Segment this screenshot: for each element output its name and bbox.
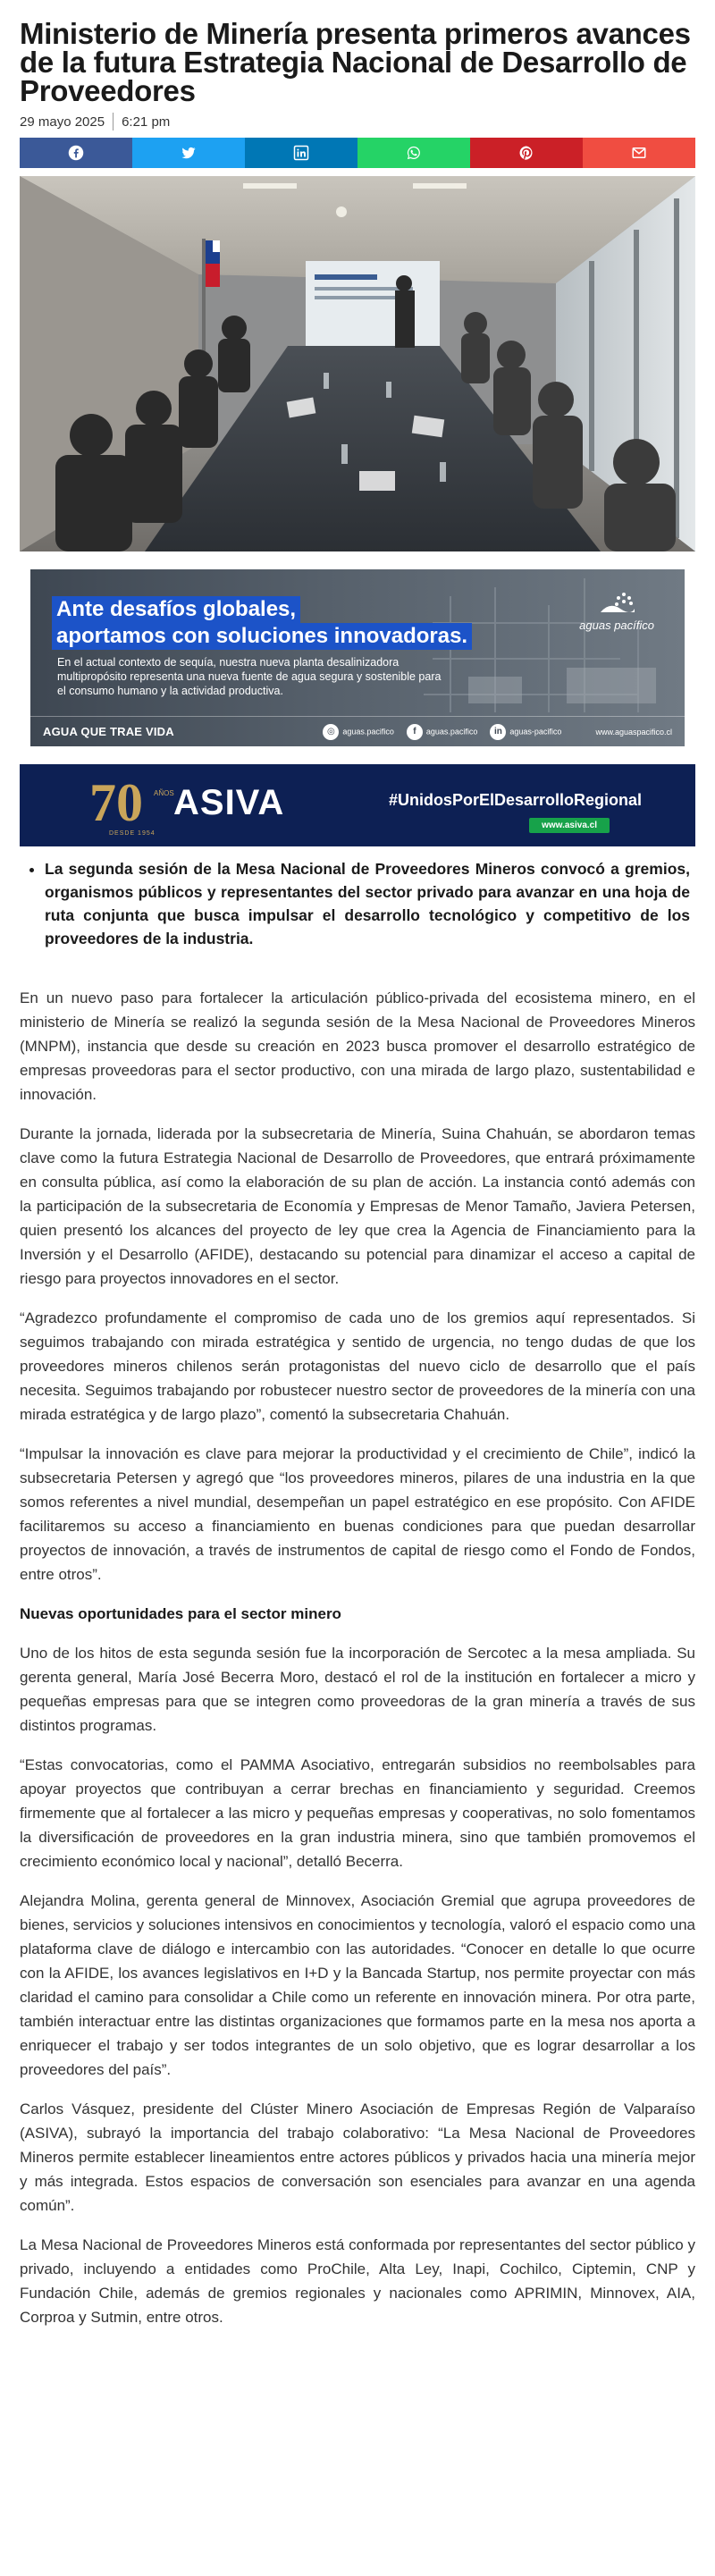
ad-facebook-handle: aguas.pacifico [425,727,478,736]
article-body [20,986,695,2329]
ad-headline-line-1: Ante desafíos globales, [52,596,300,623]
article-title: Ministerio de Minería presenta primeros avances de la futura Estrategia Nacional de Desarrollo de Proveedores [20,17,691,107]
linkedin-icon [293,145,309,161]
share-twitter-button[interactable] [132,138,245,168]
share-pinterest-button[interactable] [470,138,583,168]
ad-social-links [323,724,672,740]
article-meta [20,113,695,130]
asiva-ad-banner[interactable] [20,764,695,846]
ad-linkedin-handle: aguas-pacifico [509,727,562,736]
ad-body-text: En el actual contexto de sequía, nuestra nueva planta desalinizadora multipropósito representa una nueva fuente de agua segura y sostenible para el consumo humano y la actividad productiva. [57,656,442,697]
ad-instagram [323,724,394,740]
pinterest-icon [518,145,534,161]
asiva-since-label: DESDE 1954 [109,830,156,837]
facebook-icon: f [407,724,423,740]
article-time: 6:21 pm [122,114,171,130]
ad-website: www.aguaspacifico.cl [595,727,672,737]
ad-tagline: AGUA QUE TRAE VIDA [43,725,174,738]
body-subheading: Nuevas oportunidades para el sector minero [20,1605,341,1622]
article-hero-image [20,176,695,551]
asiva-hashtag: #UnidosPorElDesarrolloRegional [388,791,642,809]
wave-icon [597,589,636,616]
asiva-website: www.asiva.cl [529,818,610,833]
body-paragraph: “Impulsar la innovación es clave para mejorar la productividad y el crecimiento de Chile”, indicó la subsecretaria Petersen y agregó que “los proveedores mineros, pilares de una industria en la que somos referentes a nivel mundial, desempeñan un papel estratégico en ese propósito. Con AFIDE facilitaremos su acceso a financiamiento en buenas condiciones para que puedan desarrollar proyectos de innovación, a través de instrumentos de capital de riesgo como el Fondo de Fondos, entre otros”. [20,1445,695,1583]
aguas-pacifico-ad-banner[interactable] [30,569,685,746]
ad-headline-line-2: aportamos con soluciones innovadoras. [52,623,472,650]
asiva-brand: ASIVA [173,783,285,822]
body-paragraph: Durante la jornada, liderada por la subsecretaria de Minería, Suina Chahuán, se abordaron temas clave como la futura Estrategia Nacional de Desarrollo de Proveedores, que entrará próximamente en consulta pública, así como la elaboración de su plan de acción. La instancia contó además con la participación de la subsecretaria de Economía y Empresas de Menor Tamaño, Javiera Petersen, quien presentó los alcances del proyecto de ley que crea la Agencia de Financiamiento para la Inversión y el Desarrollo (AFIDE), destacando su potencial para dinamizar el acceso a capital de riesgo para proyectos innovadores en el sector. [20,1125,695,1287]
instagram-icon: ◎ [323,724,339,740]
asiva-70-logo: 70 [89,773,143,832]
article-date: 29 mayo 2025 [20,114,105,130]
ad-headline [52,596,472,650]
body-paragraph: Alejandra Molina, gerenta general de Minnovex, Asociación Gremial que agrupa proveedores de bienes, servicios y soluciones intensivos en conocimientos y tecnología, valoró el espacio como una plataforma clave de diálogo e intercambio con las autoridades. “Conocer en detalle lo que ocurre con la AFIDE, los avances legislativos en I+D y la Bancada Startup, nos permite proyectar con más claridad el camino para consolidar a Chile como un referente en innovación minera. Por otra parte, también interactuar entre las distintas organizaciones que formamos parte en la mesa nos aporta a enriquecer el trabajo y ser todos integrantes de un solo objetivo, que es lograr desarrollar a los proveedores del país”. [20,1892,695,2078]
body-paragraph: “Agradezco profundamente el compromiso de cada uno de los gremios aquí representados. Si seguimos trabajando con mirada estratégica y sentido de urgencia, no tengo dudas de que los proveedores mineros chilenos serán protagonistas del nuevo ciclo de desarrollo que el país necesita. Seguimos trabajando por robustecer nuestro sector de proveedores de la minería con una mirada estratégica y de largo plazo”, comentó la subsecretaria Chahuán. [20,1309,695,1423]
share-linkedin-button[interactable] [245,138,358,168]
twitter-icon [181,145,197,161]
ad-instagram-handle: aguas.pacifico [342,727,394,736]
ad-facebook [407,724,478,740]
whatsapp-icon [406,145,422,161]
share-email-button[interactable] [583,138,695,168]
body-paragraph: “Estas convocatorias, como el PAMMA Asociativo, entregarán subsidios no reembolsables para apoyar proyectos que contribuyan a cerrar brechas en financiamiento y seguridad. Creemos firmemente que al fortalecer a las micro y pequeñas empresas y cooperativas, no solo fomentamos la diversificación de proveedores en la gran industria minera, sino que también promovemos el crecimiento económico local y nacional”, detalló Becerra. [20,1756,695,1870]
aguas-pacifico-logo [579,589,654,632]
body-paragraph: Uno de los hitos de esta segunda sesión fue la incorporación de Sercotec a la mesa ampliada. Su gerenta general, María José Becerra Moro, destacó el rol de la institución en fortalecer a micro y pequeñas empresas para que se integren como proveedoras de la gran minería a través de sus distintos programas. [20,1645,695,1734]
asiva-anniversary-label: AÑOS [154,789,174,797]
share-whatsapp-button[interactable] [358,138,470,168]
body-paragraph: Carlos Vásquez, presidente del Clúster Minero Asociación de Empresas Región de Valparaíso (ASIVA), subrayó la importancia del trabajo colaborativo: “La Mesa Nacional de Proveedores Mineros permite establecer lineamientos entre actores públicos y privados hacia una minería mejor y más integrada. Estos espacios de conversación son esenciales para avanzar en una agenda común”. [20,2100,695,2214]
body-paragraph: La Mesa Nacional de Proveedores Mineros está conformada por representantes del sector público y privado, incluyendo a entidades como ProChile, Alta Ley, Inapi, Cochilco, Ciptemin, CNP y Fundación Chile, además de gremios regionales y nacionales como APRIMIN, Minnovex, AIA, Corproa y Sutmin, entre otros. [20,2236,695,2326]
ad-footer [30,716,685,746]
share-facebook-button[interactable] [20,138,132,168]
article-summary [20,857,695,950]
share-bar [20,138,695,168]
meeting-room-photo [20,176,695,551]
email-icon [631,145,647,161]
summary-item: • La segunda sesión de la Mesa Nacional de Proveedores Mineros convocó a gremios, organismos públicos y representantes del sector privado para avanzar en una hoja de ruta conjunta que busca impulsar el desarrollo tecnológico y competitivo de los proveedores de la industria. [45,857,690,950]
facebook-icon [68,145,84,161]
ad-logo-text: aguas pacífico [579,619,654,632]
linkedin-icon: in [490,724,506,740]
ad-linkedin [490,724,561,740]
body-paragraph: En un nuevo paso para fortalecer la articulación público-privada del ecosistema minero, en el ministerio de Minería se realizó la segunda sesión de la Mesa Nacional de Proveedores Mineros (MNPM), instancia que desde su creación en 2023 busca promover el desarrollo estratégico de empresas proveedoras para el sector productivo, con una mirada de largo plazo, sustentabilidad e innovación. [20,989,695,1103]
meta-divider [113,113,114,130]
